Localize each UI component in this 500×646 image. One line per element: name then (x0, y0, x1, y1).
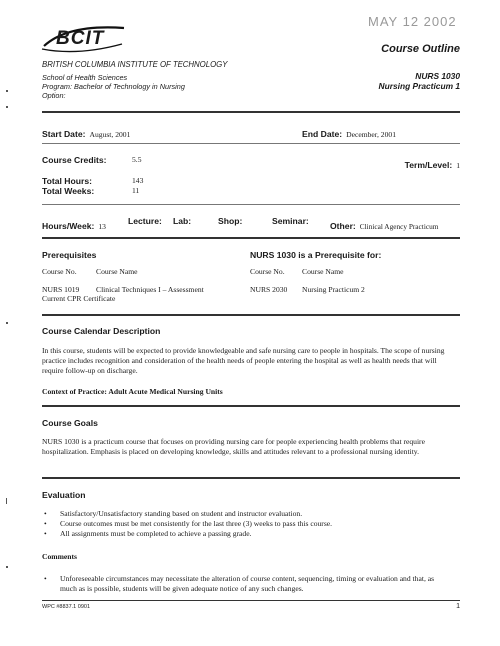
scan-speck (6, 322, 8, 324)
prerequisites-title: Prerequisites (42, 250, 97, 260)
program-name: Program: Bachelor of Technology in Nursing (42, 82, 185, 91)
prerequisite-for-title: NURS 1030 is a Prerequisite for: (250, 250, 382, 260)
hours-week-label: Hours/Week: (42, 221, 95, 231)
hours-bottom-rule (42, 237, 460, 239)
scan-speck (6, 106, 8, 108)
credits-label: Course Credits: (42, 155, 107, 165)
prereq-row-no: NURS 1019 (42, 285, 80, 294)
calendar-text: In this course, students will be expected to provide knowledgeable and safe nursing care to people in hospitals. The scope of nursing practice includes recognition and consideration of the health needs of people entering the hospital as well as health needs that will require follow-up on discharge. (42, 346, 445, 375)
comments-list (42, 574, 452, 594)
list-item: • Unforeseeable circumstances may necessitate the alteration of course content, sequencing, timing or evaluation and that, as much as is possible, students will be given adequate notice of any such changes. (42, 574, 452, 594)
goals-title: Course Goals (42, 418, 98, 428)
prereq-for-col-no: Course No. (250, 267, 285, 276)
hours-week-value: 13 (98, 222, 106, 231)
scan-speck (6, 566, 8, 568)
other-label: Other: (330, 221, 356, 231)
term-label: Term/Level: (404, 160, 453, 170)
header-rule (42, 111, 460, 113)
prereq-col-no: Course No. (42, 267, 77, 276)
footer-rule (42, 600, 460, 601)
seminar-label: Seminar: (272, 216, 309, 226)
start-date (42, 124, 130, 142)
calendar-rule (42, 405, 460, 407)
credits-value: 5.5 (132, 155, 142, 164)
scan-speck (6, 498, 7, 504)
end-date (302, 124, 396, 142)
bcit-logo (38, 22, 128, 56)
dates-rule (42, 143, 460, 144)
prereq-for-row-no: NURS 2030 (250, 285, 288, 294)
prereq-col-name: Course Name (96, 267, 138, 276)
context-of-practice: Context of Practice: Adult Acute Medical Nursing Units (42, 387, 223, 396)
scan-speck (6, 90, 8, 92)
lab-label: Lab: (173, 216, 192, 226)
goals-text: NURS 1030 is a practicum course that focuses on providing nursing care for people experiencing health problems that require hospitalization. Emphasis is placed on developing knowledge, skills and attitudes relevant to a professional nursing identity. (42, 437, 425, 456)
other-hours (330, 216, 438, 234)
prereq-for-row-name: Nursing Practicum 2 (302, 285, 365, 294)
received-stamp: MAY 12 2002 (368, 14, 457, 29)
total-weeks-label: Total Weeks: (42, 186, 95, 196)
page-number: 1 (456, 603, 460, 610)
school-name: School of Health Sciences (42, 73, 128, 82)
hours-per-week (42, 216, 106, 234)
document-title: Course Outline (381, 43, 460, 55)
hours-top-rule (42, 204, 460, 205)
prereq-row-name: Clinical Techniques I – Assessment (96, 285, 204, 294)
total-hours-label: Total Hours: (42, 176, 92, 186)
goals-rule (42, 477, 460, 479)
term-level (405, 155, 460, 173)
calendar-title: Course Calendar Description (42, 326, 161, 336)
total-hours-value: 143 (132, 176, 144, 185)
shop-label: Shop: (218, 216, 243, 226)
institute-name: BRITISH COLUMBIA INSTITUTE OF TECHNOLOGY (42, 60, 228, 69)
list-item: • Satisfactory/Unsatisfactory standing based on student and instructor evaluation. (42, 509, 460, 519)
course-name: Nursing Practicum 1 (378, 81, 460, 91)
list-item: • Course outcomes must be met consistently for the last three (3) weeks to pass this course. (42, 519, 460, 529)
evaluation-title: Evaluation (42, 490, 86, 500)
option-label: Option: (42, 91, 66, 100)
term-value: 1 (456, 161, 460, 170)
other-value: Clinical Agency Practicum (359, 222, 439, 231)
end-date-value: December, 2001 (346, 130, 396, 139)
logo-text: BCIT (56, 28, 105, 49)
lecture-label: Lecture: (128, 216, 162, 226)
start-date-label: Start Date: (42, 129, 86, 139)
prereq-for-col-name: Course Name (302, 267, 344, 276)
comments-title: Comments (42, 552, 78, 561)
list-item: • All assignments must be completed to achieve a passing grade. (42, 529, 460, 539)
end-date-label: End Date: (302, 129, 343, 139)
footer-reference: WPC #8837.1 0901 (42, 604, 91, 610)
course-code: NURS 1030 (415, 71, 460, 81)
start-date-value: August, 2001 (89, 130, 131, 139)
prereq-row-no: Current CPR Certificate (42, 294, 116, 303)
evaluation-list (42, 509, 460, 539)
prereq-rule (42, 314, 460, 316)
total-weeks-value: 11 (132, 186, 140, 195)
